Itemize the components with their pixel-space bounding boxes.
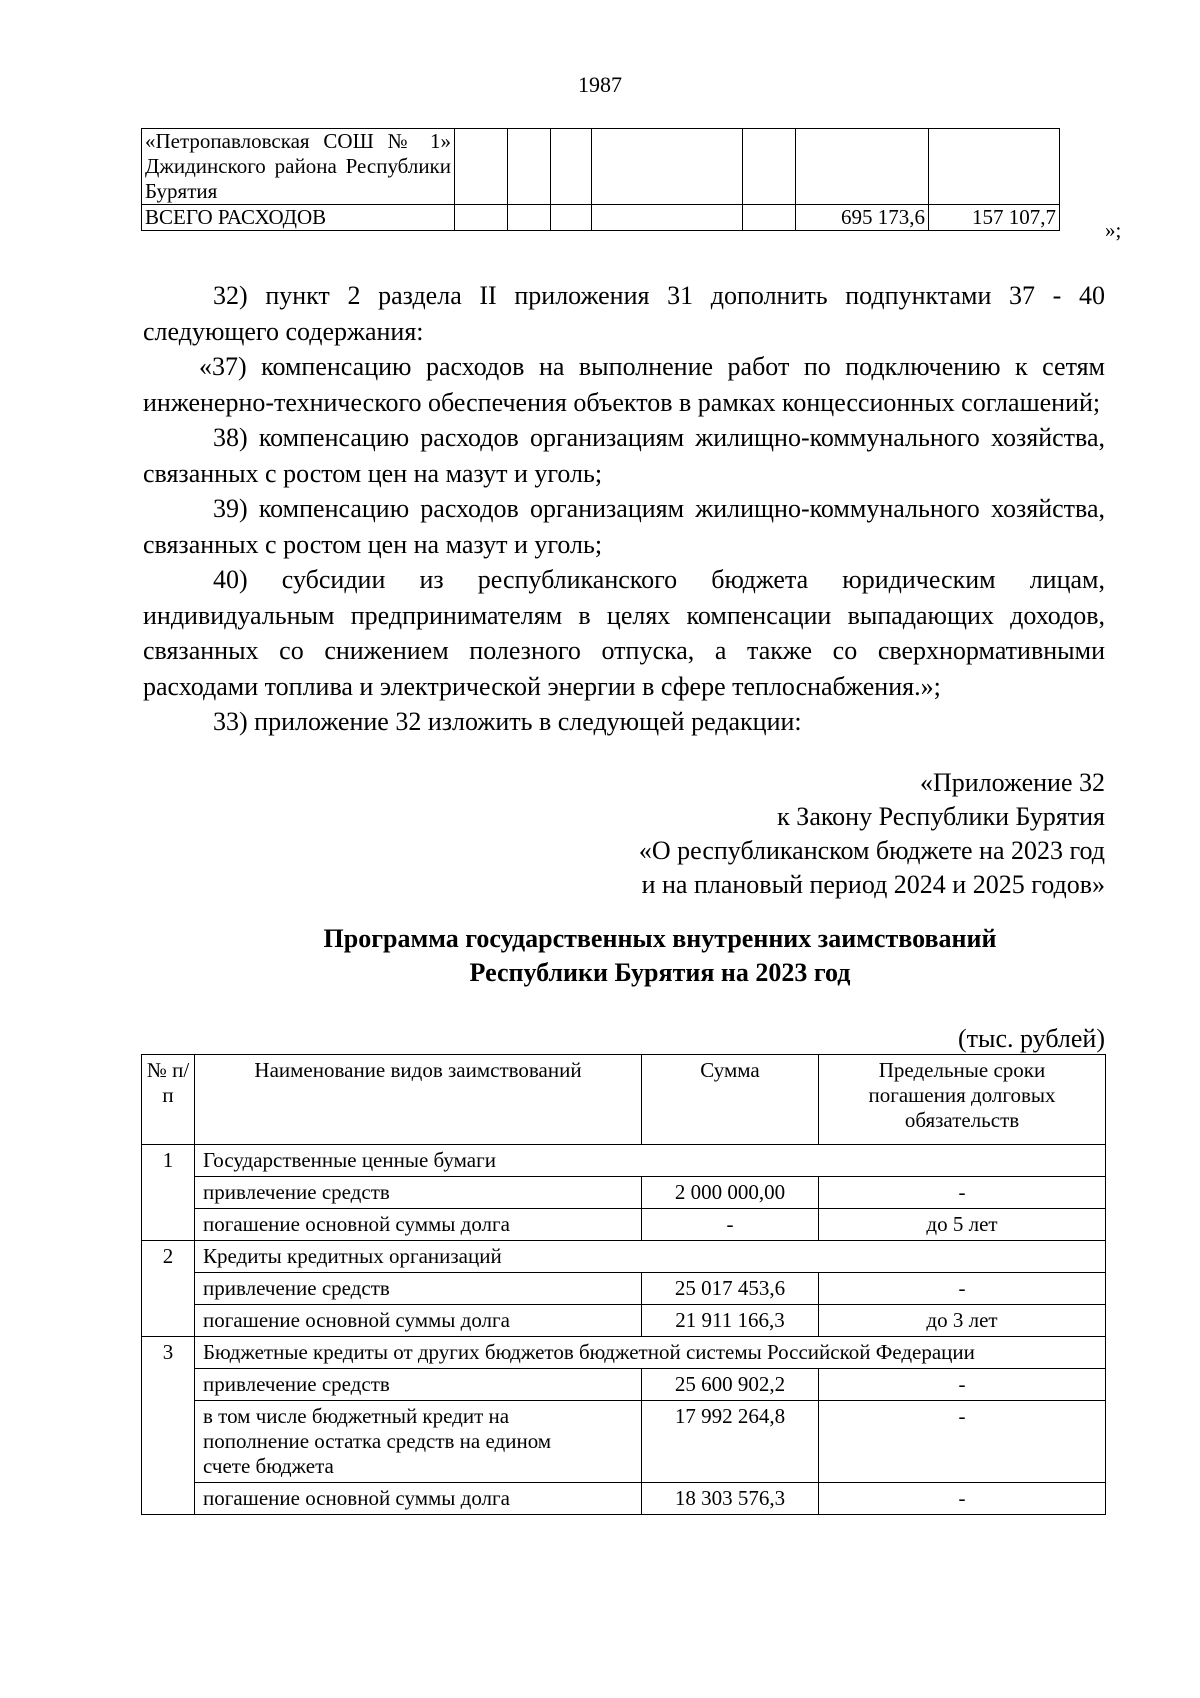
paragraph: 38) компенсацию расходов организациям жилищно-коммунального хозяйства, связанных с ростом цен на мазут и уголь; (143, 423, 1105, 488)
total-label: ВСЕГО РАСХОДОВ (142, 205, 455, 231)
expense-table (141, 128, 1060, 231)
closing-quote: »; (1105, 218, 1122, 242)
section-title: Бюджетные кредиты от других бюджетов бюджетной системы Российской Федерации (195, 1337, 1106, 1369)
paragraph: 33) приложение 32 изложить в следующей редакции: (213, 707, 802, 736)
section-row (142, 1241, 1106, 1273)
header-num: № п/п (142, 1055, 195, 1145)
table-row (142, 205, 1060, 231)
table-row: привлечение средств 2 000 000,00 - (142, 1177, 1106, 1209)
page-number: 1987 (578, 72, 622, 97)
table-row: в том числе бюджетный кредит на пополнение остатка средств на едином счете бюджета 17 992 264,8 - (142, 1401, 1106, 1483)
paragraph: 40) субсидии из республиканского бюджета юридическим лицам, индивидуальным предпринимателям в целях компенсации выпадающих доходов, связанных со снижением полезного отпуска, а также со сверхнормативными расходами топлива и электрической энергии в сфере теплоснабжения.»; (143, 565, 1105, 701)
borrowings-table (141, 1054, 1106, 1515)
table-row: погашение основной суммы долга 21 911 166,3 до 3 лет (142, 1305, 1106, 1337)
header-name: Наименование видов заимствований (195, 1055, 642, 1145)
table-row: привлечение средств 25 600 902,2 - (142, 1369, 1106, 1401)
units-label: (тыс. рублей) (957, 1024, 1105, 1053)
header-sum: Сумма (642, 1055, 819, 1145)
table-row: погашение основной суммы долга 18 303 576,3 - (142, 1483, 1106, 1515)
table-row: погашение основной суммы долга - до 5 лет (142, 1209, 1106, 1241)
section-title: Кредиты кредитных организаций (195, 1241, 1106, 1273)
section-row (142, 1145, 1106, 1177)
section-num: 3 (142, 1337, 195, 1515)
header-terms: Предельные сроки погашения долговых обязательств (819, 1055, 1106, 1145)
table-row: привлечение средств 25 017 453,6 - (142, 1273, 1106, 1305)
table-row (142, 129, 1060, 205)
appendix-heading: «Приложение 32 к Закону Республики Бурятия «О республиканском бюджете на 2023 год и на плановый период 2024 и 2025 годов» (638, 768, 1105, 899)
paragraph: 32) пункт 2 раздела II приложения 31 дополнить подпунктами 37 - 40 следующего содержания: (143, 281, 1105, 346)
section-row (142, 1337, 1106, 1369)
total-value-2024: 157 107,7 (929, 205, 1060, 231)
section-num: 1 (142, 1145, 195, 1241)
total-value-2023: 695 173,6 (796, 205, 929, 231)
table-header-row (142, 1055, 1106, 1145)
section-title: Государственные ценные бумаги (195, 1145, 1106, 1177)
paragraph: 39) компенсацию расходов организациям жилищно-коммунального хозяйства, связанных с ростом цен на мазут и уголь; (143, 494, 1105, 559)
program-title: Программа государственных внутренних заимствований Республики Бурятия на 2023 год (323, 924, 997, 987)
amendment-text (143, 278, 1105, 740)
paragraph: «37) компенсацию расходов на выполнение работ по подключению к сетям инженерно-технического обеспечения объектов в рамках концессионных соглашений; (143, 352, 1105, 417)
section-num: 2 (142, 1241, 195, 1337)
org-name-cell: «Петропавловская СОШ № 1» Джидинского района Республики Бурятия (142, 129, 455, 205)
